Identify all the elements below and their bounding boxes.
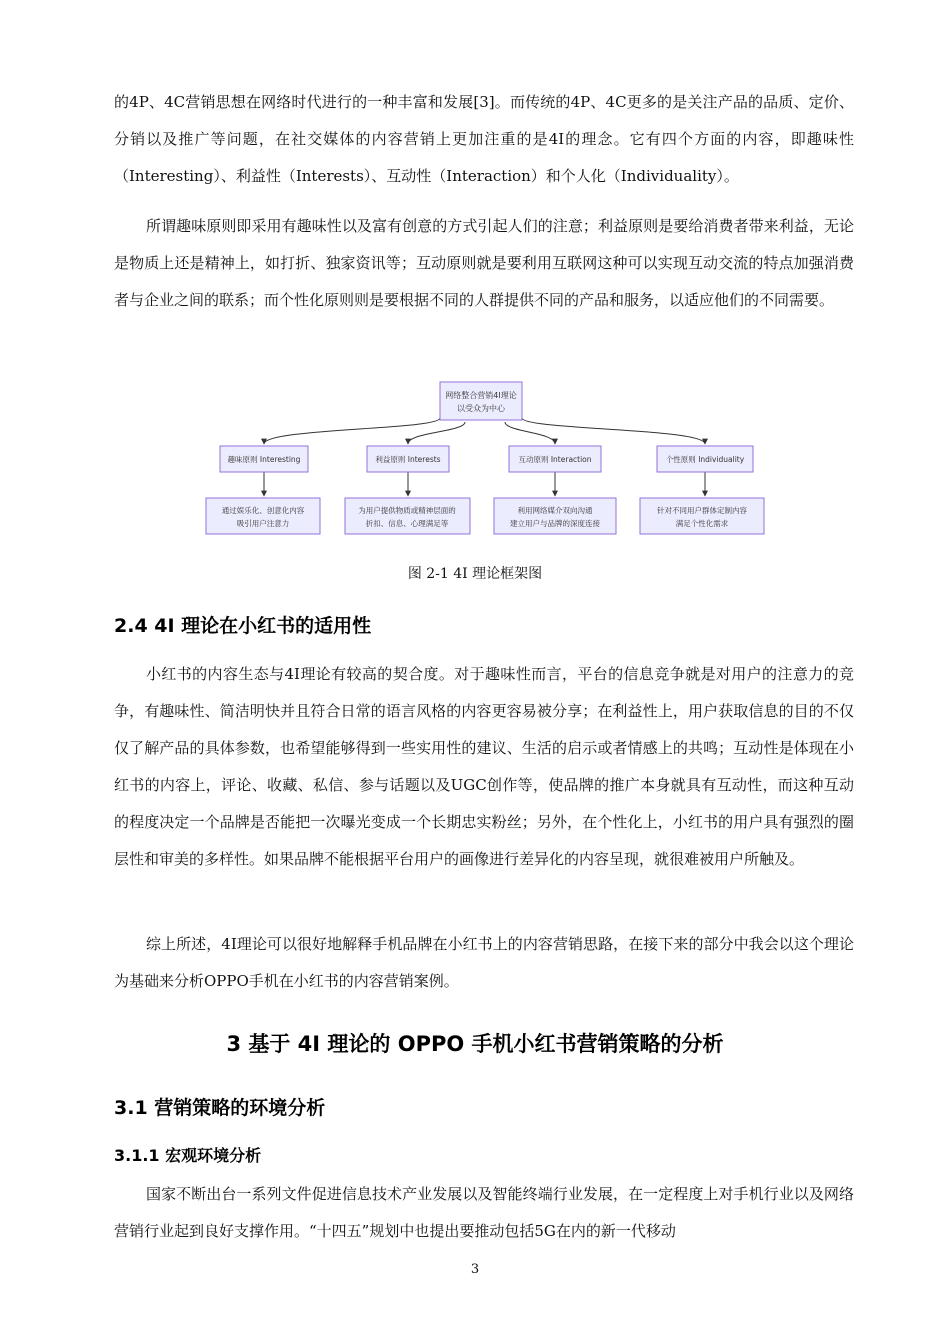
- paragraph-xiaohongshu-fit: 小红书的内容生态与4I理论有较高的契合度。对于趣味性而言，平台的信息竞争就是对用户的注意力的竞争，有趣味性、简洁明快并且符合日常的语言风格的内容更容易被分享；在利益性上，用户获取信息的目的不仅仅了解产品的具体参数，也希望能够得到一些实用性的建议、生活的启示或者情感上的共鸣；互动性是体现在小红书的内容上，评论、收藏、私信、参与话题以及UGC创作等，使品牌的推广本身就具有互动性，而这种互动的程度决定一个品牌是否能把一次曝光变成一个长期忠实粉丝；另外，在个性化上，小红书的用户具有强烈的圈层性和审美的多样性。如果品牌不能根据平台用户的画像进行差异化的内容呈现，就很难被用户所触及。: [114, 665, 854, 868]
- section-heading-3-1: 3.1 营销策略的环境分析: [114, 1097, 326, 1119]
- connector-root-interaction: [505, 422, 555, 444]
- connector-root-individuality: [522, 418, 705, 444]
- desc-interesting: [206, 498, 320, 534]
- desc-interesting-line1: 通过娱乐化、创意化内容: [221, 506, 305, 515]
- desc-interests-line2: 折扣、信息、心理满足等: [365, 519, 449, 528]
- subsection-heading-3-1-1: 3.1.1 宏观环境分析: [114, 1146, 262, 1165]
- desc-interesting-line2: 吸引用户注意力: [236, 519, 290, 528]
- root-node-line2: 以受众为中心: [457, 404, 505, 413]
- desc-individuality-line1: 针对不同用户群体定制内容: [657, 506, 747, 515]
- desc-individuality: [640, 498, 764, 534]
- desc-interaction: [494, 498, 616, 534]
- root-node: [440, 382, 522, 420]
- desc-interaction-line2: 建立用户与品牌的深度连接: [510, 519, 600, 528]
- desc-interests: [345, 498, 470, 534]
- chapter-heading-3: 3 基于 4I 理论的 OPPO 手机小红书营销策略的分析: [226, 1032, 724, 1056]
- paragraph-4i-intro: 的4P、4C营销思想在网络时代进行的一种丰富和发展[3]。而传统的4P、4C更多的是关注产品的品质、定价、分销以及推广等问题，在社交媒体的内容营销上更加注重的是4I的理念。它有四个方面的内容，即趣味性（Interesting）、利益性（Interests）、互动性（Interaction）和个人化（Individuality）。: [114, 93, 854, 185]
- paragraph-macro-environment: 国家不断出台一系列文件促进信息技术产业发展以及智能终端行业发展，在一定程度上对手机行业以及网络营销行业起到良好支撑作用。“十四五”规划中也提出要推动包括5G在内的新一代移动: [114, 1185, 854, 1240]
- connector-root-interests: [408, 422, 465, 444]
- desc-interaction-line1: 利用网络媒介双向沟通: [517, 506, 593, 515]
- node-interests-label: 利益原则 Interests: [375, 455, 441, 464]
- node-interesting-label: 趣味原则 Interesting: [227, 455, 301, 464]
- 4i-framework-diagram: [200, 378, 770, 540]
- paragraph-summary: 综上所述，4I理论可以很好地解释手机品牌在小红书上的内容营销思路，在接下来的部分中我会以这个理论为基础来分析OPPO手机在小红书的内容营销案例。: [114, 935, 854, 990]
- desc-interests-line1: 为用户提供物质或精神层面的: [358, 506, 456, 515]
- connector-root-interesting: [264, 418, 440, 444]
- section-heading-2-4: 2.4 4I 理论在小红书的适用性: [114, 615, 372, 637]
- node-individuality-label: 个性原则 Individuality: [665, 455, 745, 464]
- node-interaction-label: 互动原则 Interaction: [518, 455, 592, 464]
- page-number: 3: [470, 1262, 480, 1277]
- paragraph-4i-principles: 所谓趣味原则即采用有趣味性以及富有创意的方式引起人们的注意；利益原则是要给消费者带来利益，无论是物质上还是精神上，如打折、独家资讯等；互动原则就是要利用互联网这种可以实现互动交流的特点加强消费者与企业之间的联系；而个性化原则则是要根据不同的人群提供不同的产品和服务，以适应他们的不同需要。: [114, 217, 854, 309]
- desc-individuality-line2: 满足个性化需求: [675, 519, 729, 528]
- root-node-line1: 网络整合营销4I理论: [445, 391, 517, 400]
- figure-caption: 图 2-1 4I 理论框架图: [407, 566, 543, 582]
